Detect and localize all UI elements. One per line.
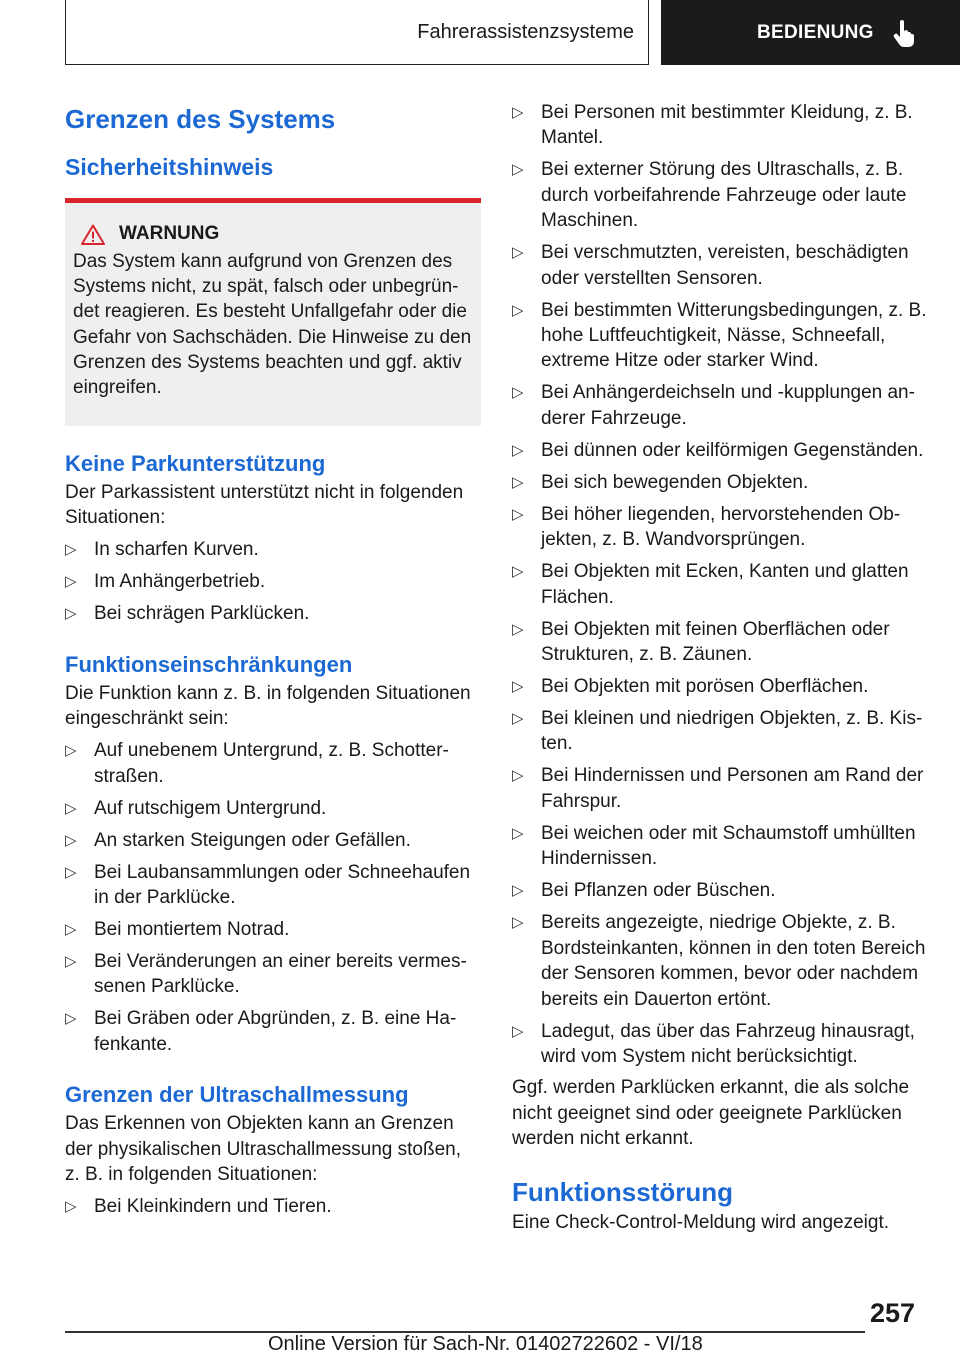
section-tab [661,0,960,65]
page-number: 257 [870,1298,916,1328]
list-item: ▷ Bei montiertem Notrad. [65,917,481,942]
list-item: ▷ Bei weichen oder mit Schaumstoff umhüllten Hindernissen. [512,821,932,872]
list-item: ▷ Bei dünnen oder keilförmigen Gegenständen. [512,438,932,463]
bullet-list [65,537,481,626]
list-item: ▷ Auf unebenem Untergrund, z. B. Schotterstraßen. [65,738,481,789]
chapter-tab [65,0,649,65]
list-item: ▷ Bei Anhängerdeichseln und -kupplungen anderer Fahrzeuge. [512,380,932,431]
bullet-list [65,738,481,1057]
fault-text: Eine Check-Control-Meldung wird angezeigt. [512,1211,890,1233]
list-item: ▷ Auf rutschigem Untergrund. [65,796,481,821]
list-item: ▷ Bei kleinen und niedrigen Objekten, z. B. Kisten. [512,706,932,757]
list-item: ▷ Bei Objekten mit porösen Oberflächen. [512,674,932,699]
list-item: ▷ Bei Kleinkindern und Tieren. [65,1194,481,1219]
left-column [65,100,481,1219]
chapter-title: Fahrerassistenzsysteme [417,20,634,43]
list-item: ▷ Bei schrägen Parklücken. [65,601,481,626]
list-item: ▷ Bei Personen mit bestimmter Kleidung, z. B. Mantel. [512,100,932,151]
warning-box [65,198,481,426]
subtitle: Sicherheitshinweis [65,154,274,180]
list-item: ▷ Bei Objekten mit feinen Oberflächen oder Strukturen, z. B. Zäunen. [512,617,932,668]
list-item: ▷ Ladegut, das über das Fahrzeug hinausragt, wird vom System nicht berücksichtigt. [512,1019,932,1070]
bullet-list [65,1194,481,1219]
list-item: ▷ In scharfen Kurven. [65,537,481,562]
section-title: BEDIENUNG [757,21,874,43]
list-item: ▷ Bei Veränderungen an einer bereits vermessenen Parklücke. [65,949,481,1000]
list-item: ▷ Bei externer Störung des Ultraschalls, z. B. durch vorbeifahrende Fahrzeuge oder laute Maschinen. [512,157,932,233]
section-intro: Der Parkassistent unterstützt nicht in folgenden Situationen: [65,482,464,529]
section-intro: Die Funktion kann z. B. in folgenden Situationen eingeschränkt sein: [65,682,471,730]
bullet-list [512,100,932,1069]
list-item: ▷ Bereits angezeigte, niedrige Objekte, z. B. Bordsteinkanten, können in den toten Bereich der Sensoren kommen, bevor oder nachdem bereits ein Dauerton ertönt. [512,910,932,1012]
section-keine-parkunterstuetzung [65,448,481,627]
section-heading: Grenzen der Ultraschallmessung [65,1082,409,1108]
note-paragraph: Ggf. werden Parklücken erkannt, die als solche nicht geeignet sind oder geeignete Parklücken werden nicht erkannt. [512,1077,910,1150]
list-item: ▷ Bei Pflanzen oder Büschen. [512,878,932,903]
list-item: ▷ Bei Laubansammlungen oder Schneehaufen in der Parklücke. [65,860,481,911]
pointing-hand-icon [892,19,916,47]
list-item: ▷ Bei höher liegenden, hervorstehenden Objekten, z. B. Wandvorsprüngen. [512,502,932,553]
list-item: ▷ Bei Hindernissen und Personen am Rand der Fahrspur. [512,763,932,814]
list-item: ▷ Bei sich bewegenden Objekten. [512,470,932,495]
list-item: ▷ Im Anhängerbetrieb. [65,569,481,594]
online-version-text: Online Version für Sach-Nr. 01402722602 - VI/18 [268,1333,703,1355]
section-heading: Keine Parkunterstützung [65,451,326,476]
list-item: ▷ Bei Gräben oder Abgründen, z. B. eine Hafenkante. [65,1006,481,1057]
list-item: ▷ Bei Objekten mit Ecken, Kanten und glatten Flächen. [512,559,932,610]
section-heading: Funktionseinschränkungen [65,651,353,677]
warning-label: WARNUNG [119,223,220,244]
list-item: ▷ An starken Steigungen oder Gefällen. [65,828,481,853]
warning-header [73,219,473,249]
section-intro: Das Erkennen von Objekten kann an Grenzen der physikalischen Ultraschallmessung stoßen, z. B. in folgenden Situationen: [65,1113,462,1186]
warning-text: Das System kann aufgrund von Grenzen des Systems nicht, zu spät, falsch oder unbegründet reagieren. Es besteht Unfallgefahr oder die Gefahr von Sachschäden. Die Hinweise zu den Grenzen des Systems beachten und ggf. aktiv eingreifen. [73,251,472,399]
list-item: ▷ Bei bestimmten Witterungsbedingungen, z. B. hohe Luftfeuchtigkeit, Nässe, Schneefall, extreme Hitze oder starker Wind. [512,298,932,374]
page-title: Grenzen des Systems [65,104,336,134]
section-funktionseinschraenkungen [65,649,481,1057]
right-column [512,100,932,1235]
warning-triangle-icon [81,224,105,245]
fault-heading: Funktionsstörung [512,1176,733,1207]
section-ultraschallmessung [65,1079,481,1219]
list-item: ▷ Bei verschmutzten, vereisten, beschädigten oder verstellten Sensoren. [512,240,932,291]
